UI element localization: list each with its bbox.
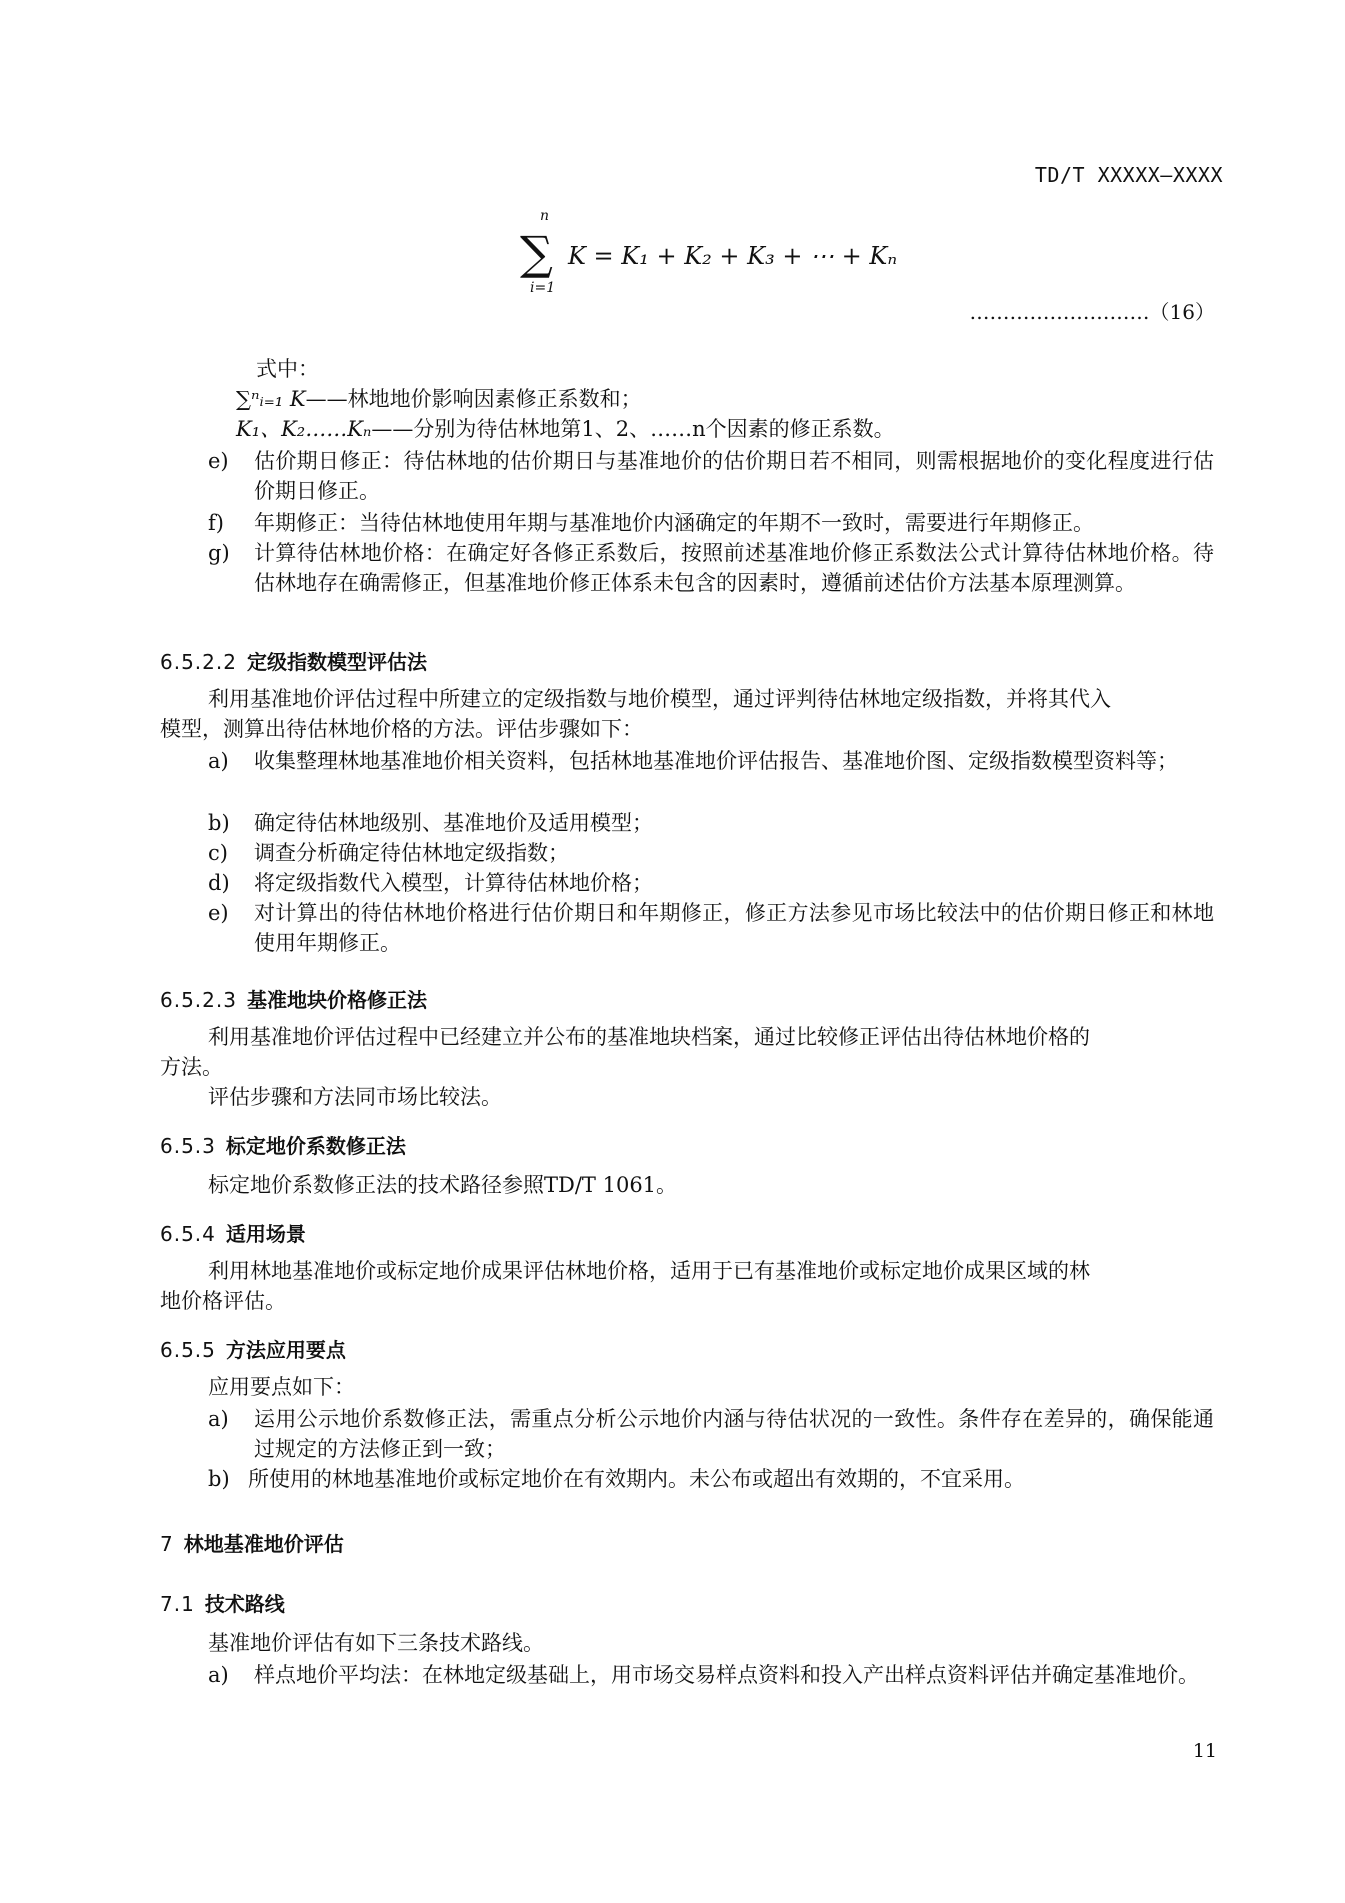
list-marker: e) — [208, 449, 229, 473]
section-heading-654 — [160, 1218, 306, 1247]
section-number: 6.5.5 — [160, 1338, 216, 1362]
section-title: 适用场景 — [225, 1222, 306, 1246]
list-text: 样点地价平均法：在林地定级基础上，用市场交易样点资料和投入产出样点资料评估并确定基准地价。 — [254, 1663, 1199, 1687]
list-marker: f) — [208, 511, 224, 535]
list-marker: e) — [208, 901, 229, 925]
def1-text: ——林地地价影响因素修正系数和； — [305, 387, 642, 411]
section-heading-6522 — [160, 646, 427, 675]
sum-lower-limit: i=1 — [530, 280, 556, 296]
list-marker: g) — [208, 541, 230, 565]
section-title: 林地基准地价评估 — [183, 1532, 344, 1556]
list-marker: a) — [208, 1663, 229, 1687]
section-number: 6.5.2.2 — [160, 650, 237, 674]
section-number: 6.5.2.3 — [160, 988, 237, 1012]
section-title: 标定地价系数修正法 — [225, 1134, 406, 1158]
section-number: 6.5.3 — [160, 1134, 216, 1158]
where-def-1 — [236, 384, 642, 414]
list-text: 年期修正：当待估林地使用年期与基准地价内涵确定的年期不一致时，需要进行年期修正。 — [254, 511, 1094, 535]
list-marker: b) — [208, 1467, 230, 1491]
list-marker: d) — [208, 871, 230, 895]
def2-symbol: K₁、K₂……Kₙ — [236, 417, 372, 441]
list-marker: c) — [208, 841, 228, 865]
section-heading-71 — [160, 1588, 285, 1617]
sum-upper-limit: n — [540, 208, 550, 224]
section-heading-653 — [160, 1130, 406, 1159]
page-number: 11 — [1192, 1740, 1217, 1762]
section-number: 7.1 — [160, 1592, 195, 1616]
list-text: 计算待估林地价格：在确定好各修正系数后，按照前述基准地价修正系数法公式计算待估林地价格。待估林地存在确需修正，但基准地价修正体系未包含的因素时，遵循前述估价方法基本原理测算。 — [254, 541, 1214, 595]
section-number: 6.5.4 — [160, 1222, 216, 1246]
paragraph-line: 评估步骤和方法同市场比较法。 — [208, 1085, 502, 1109]
chapter-heading-7 — [160, 1528, 344, 1557]
section-title: 技术路线 — [204, 1592, 285, 1616]
list-text: 将定级指数代入模型，计算待估林地价格； — [254, 871, 653, 895]
list-text: 运用公示地价系数修正法，需重点分析公示地价内涵与待估状况的一致性。条件存在差异的，确保能通过规定的方法修正到一致； — [254, 1407, 1214, 1461]
list-marker: a) — [208, 1407, 229, 1431]
list-text: 所使用的林地基准地价或标定地价在有效期内。未公布或超出有效期的，不宜采用。 — [248, 1467, 1025, 1491]
section-title: 基准地块价格修正法 — [246, 988, 427, 1012]
list-text: 收集整理林地基准地价相关资料，包括林地基准地价评估报告、基准地价图、定级指数模型资料等； — [254, 749, 1178, 773]
where-def-2 — [236, 414, 895, 444]
paragraph-line: 利用基准地价评估过程中所建立的定级指数与地价模型，通过评判待估林地定级指数，并将其代入 — [208, 687, 1111, 711]
sigma-symbol: ∑ — [520, 226, 553, 280]
section-number: 7 — [160, 1532, 174, 1556]
list-text: 估价期日修正：待估林地的估价期日与基准地价的估价期日若不相同，则需根据地价的变化程度进行估价期日修正。 — [254, 449, 1214, 503]
paragraph-line: 利用基准地价评估过程中已经建立并公布的基准地块档案，通过比较修正评估出待估林地价格的 — [208, 1025, 1090, 1049]
section-title: 定级指数模型评估法 — [246, 650, 427, 674]
formula-body: K = K₁ + K₂ + K₃ + ⋯ + Kₙ — [568, 242, 898, 270]
section-title: 方法应用要点 — [225, 1338, 346, 1362]
paragraph-line: 基准地价评估有如下三条技术路线。 — [208, 1631, 544, 1655]
list-text: 确定待估林地级别、基准地价及适用模型； — [254, 811, 653, 835]
section-heading-6523 — [160, 984, 427, 1013]
equation-number: ………………………（16） — [969, 300, 1215, 324]
list-text: 对计算出的待估林地价格进行估价期日和年期修正，修正方法参见市场比较法中的估价期日修正和林地使用年期修正。 — [254, 901, 1214, 955]
where-intro: 式中： — [256, 357, 319, 381]
def1-symbol: ∑ⁿᵢ₌₁ K — [236, 387, 306, 411]
list-marker: b) — [208, 811, 230, 835]
list-marker: a) — [208, 749, 229, 773]
paragraph-line: 方法。 — [160, 1055, 223, 1079]
paragraph-line: 标定地价系数修正法的技术路径参照TD/T 1061。 — [208, 1173, 678, 1197]
paragraph-line: 应用要点如下： — [208, 1375, 355, 1399]
list-text: 调查分析确定待估林地定级指数； — [254, 841, 569, 865]
paragraph-line: 模型，测算出待估林地价格的方法。评估步骤如下： — [160, 717, 643, 741]
standard-code-header: TD/T XXXXX—XXXX — [1034, 163, 1223, 187]
paragraph-line: 利用林地基准地价或标定地价成果评估林地价格，适用于已有基准地价或标定地价成果区域的林 — [208, 1259, 1090, 1283]
section-heading-655 — [160, 1334, 346, 1363]
paragraph-line: 地价格评估。 — [160, 1289, 286, 1313]
def2-text: ——分别为待估林地第1、2、……n个因素的修正系数。 — [371, 417, 895, 441]
